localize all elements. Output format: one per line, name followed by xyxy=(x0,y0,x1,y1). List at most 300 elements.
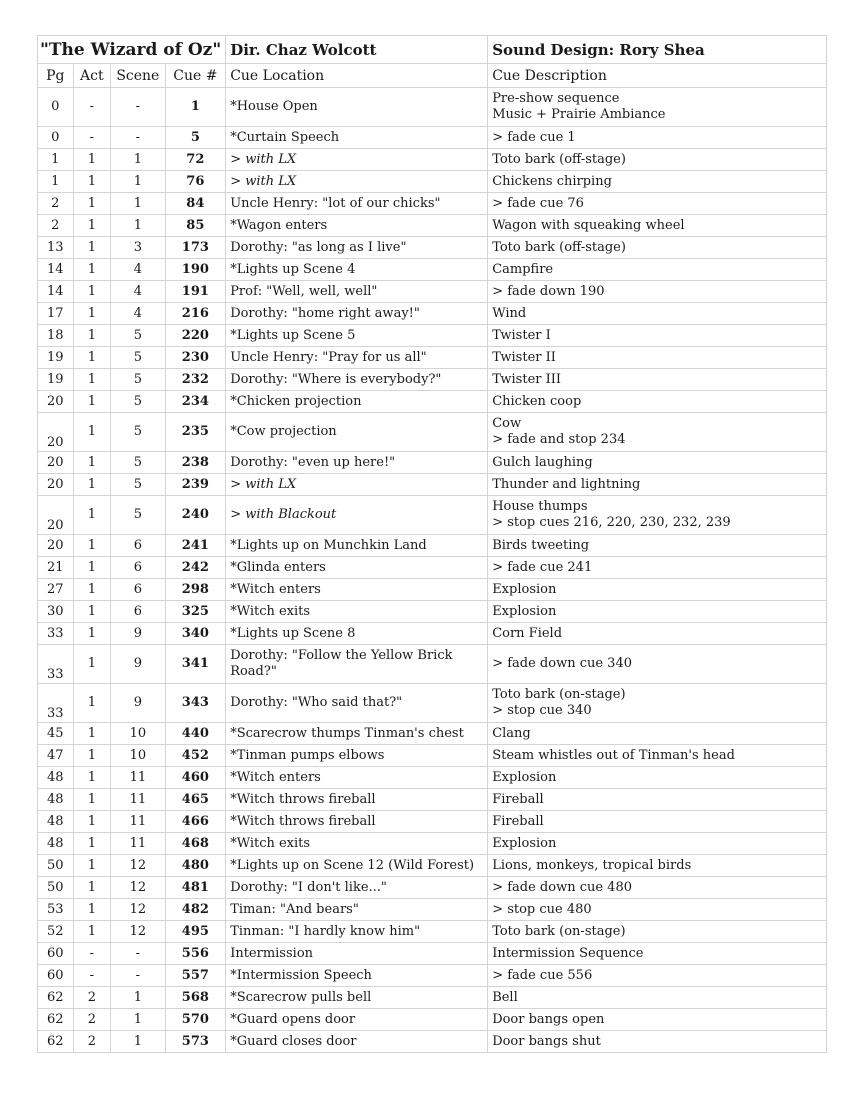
cue-location xyxy=(226,601,488,623)
page-number: 1 xyxy=(38,171,74,193)
cue-number: 343 xyxy=(165,684,226,723)
cue-number: 230 xyxy=(165,347,226,369)
cue-location-text: with LX xyxy=(245,476,297,492)
page-number: 14 xyxy=(38,259,74,281)
act-number: 1 xyxy=(73,811,111,833)
cue-description-line: Explosion xyxy=(492,603,557,619)
cue-location xyxy=(226,149,488,171)
cue-number: 1 xyxy=(165,88,226,127)
cue-row xyxy=(38,281,827,303)
cue-description-line: > stop cue 340 xyxy=(492,703,592,718)
cue-description-line: Explosion xyxy=(492,581,557,597)
cue-row xyxy=(38,1009,827,1031)
scene-number: 9 xyxy=(111,645,165,684)
cue-description xyxy=(488,833,827,855)
cue-description-line: Toto bark (on-stage) xyxy=(492,923,626,939)
cue-description xyxy=(488,215,827,237)
scene-number: 5 xyxy=(111,391,165,413)
scene-number: - xyxy=(111,943,165,965)
cue-location xyxy=(226,259,488,281)
cue-number: 468 xyxy=(165,833,226,855)
cue-location-text: Dorothy: "Where is everybody?" xyxy=(230,371,442,387)
cue-row xyxy=(38,88,827,127)
cue-location xyxy=(226,325,488,347)
column-header-scene: Scene xyxy=(111,64,165,88)
page-number: 30 xyxy=(38,601,74,623)
act-number: 1 xyxy=(73,623,111,645)
page-number: 50 xyxy=(38,855,74,877)
cue-description xyxy=(488,88,827,127)
cue-number: 465 xyxy=(165,789,226,811)
sound-design-credit: Sound Design: Rory Shea xyxy=(488,36,827,64)
cue-row xyxy=(38,149,827,171)
cue-description-line: Twister I xyxy=(492,327,551,343)
cue-location xyxy=(226,943,488,965)
scene-number: 1 xyxy=(111,149,165,171)
scene-number: 3 xyxy=(111,237,165,259)
cue-row xyxy=(38,413,827,452)
cue-row xyxy=(38,237,827,259)
act-number: 1 xyxy=(73,149,111,171)
scene-number: 1 xyxy=(111,1009,165,1031)
cue-description xyxy=(488,684,827,723)
cue-row xyxy=(38,171,827,193)
scene-number: 6 xyxy=(111,557,165,579)
cue-location xyxy=(226,855,488,877)
act-number: 1 xyxy=(73,281,111,303)
act-number: - xyxy=(73,88,111,127)
cue-description-line: Steam whistles out of Tinman's head xyxy=(492,747,735,763)
act-number: - xyxy=(73,127,111,149)
page-number: 0 xyxy=(38,88,74,127)
act-number: 2 xyxy=(73,1009,111,1031)
act-number: 1 xyxy=(73,855,111,877)
scene-number: 6 xyxy=(111,579,165,601)
cue-description-line: Cow xyxy=(492,416,522,431)
cue-location-text: *Witch enters xyxy=(230,769,321,785)
cue-location-text: *Cow projection xyxy=(230,424,337,439)
cue-description xyxy=(488,237,827,259)
cue-description-line: Explosion xyxy=(492,835,557,851)
cue-description xyxy=(488,259,827,281)
cue-number: 481 xyxy=(165,877,226,899)
cue-row xyxy=(38,391,827,413)
act-number: 1 xyxy=(73,921,111,943)
cue-row xyxy=(38,474,827,496)
act-number: 2 xyxy=(73,1031,111,1053)
cue-description xyxy=(488,645,827,684)
page-number: 27 xyxy=(38,579,74,601)
cue-number: 216 xyxy=(165,303,226,325)
cue-number: 238 xyxy=(165,452,226,474)
page-number: 21 xyxy=(38,557,74,579)
cue-description-line: > fade down 190 xyxy=(492,283,605,299)
cue-description xyxy=(488,303,827,325)
page-number: 62 xyxy=(38,987,74,1009)
act-number: 2 xyxy=(73,987,111,1009)
scene-number: 4 xyxy=(111,303,165,325)
cue-description-line: Wagon with squeaking wheel xyxy=(492,217,685,233)
act-number: 1 xyxy=(73,347,111,369)
cue-location-text: Prof: "Well, well, well" xyxy=(230,283,378,299)
cue-description-line: Corn Field xyxy=(492,625,563,641)
page-number: 0 xyxy=(38,127,74,149)
cue-number: 239 xyxy=(165,474,226,496)
cue-location-text: Timan: "And bears" xyxy=(230,901,359,917)
page-number: 17 xyxy=(38,303,74,325)
cue-description xyxy=(488,391,827,413)
cue-location xyxy=(226,391,488,413)
cue-location-text: *Witch throws fireball xyxy=(230,813,376,829)
cue-location-text: with LX xyxy=(245,173,297,189)
cue-location xyxy=(226,281,488,303)
scene-number: 11 xyxy=(111,789,165,811)
cue-location xyxy=(226,474,488,496)
column-header-pg: Pg xyxy=(38,64,74,88)
cue-description xyxy=(488,193,827,215)
scene-number: 5 xyxy=(111,452,165,474)
page-number: 20 xyxy=(38,391,74,413)
cue-description xyxy=(488,723,827,745)
page-number: 60 xyxy=(38,943,74,965)
cue-row xyxy=(38,684,827,723)
act-number: 1 xyxy=(73,259,111,281)
page-number: 19 xyxy=(38,347,74,369)
cue-location xyxy=(226,811,488,833)
page-number: 62 xyxy=(38,1031,74,1053)
cue-description xyxy=(488,1031,827,1053)
cue-description-line: Toto bark (off-stage) xyxy=(492,151,626,167)
page-number: 60 xyxy=(38,965,74,987)
cue-location-text: *Lights up Scene 8 xyxy=(230,625,356,641)
cue-row xyxy=(38,259,827,281)
page-number: 33 xyxy=(38,684,74,723)
cue-location xyxy=(226,723,488,745)
cue-description xyxy=(488,811,827,833)
act-number: 1 xyxy=(73,474,111,496)
page-number: 20 xyxy=(38,496,74,535)
cue-row xyxy=(38,452,827,474)
cue-description-line: Campfire xyxy=(492,261,554,277)
cue-description xyxy=(488,281,827,303)
cue-number: 76 xyxy=(165,171,226,193)
cue-description xyxy=(488,452,827,474)
cue-description-line: Thunder and lightning xyxy=(492,476,641,492)
cue-row xyxy=(38,943,827,965)
scene-number: - xyxy=(111,127,165,149)
cue-location xyxy=(226,921,488,943)
cue-row xyxy=(38,767,827,789)
cue-description-line: Door bangs open xyxy=(492,1011,605,1027)
page-number: 50 xyxy=(38,877,74,899)
cue-row xyxy=(38,623,827,645)
cue-number: 240 xyxy=(165,496,226,535)
cue-description-line: Clang xyxy=(492,725,531,741)
cue-row xyxy=(38,645,827,684)
scene-number: 4 xyxy=(111,281,165,303)
scene-number: 12 xyxy=(111,921,165,943)
cue-location-prefix: > xyxy=(230,476,246,492)
scene-number: 9 xyxy=(111,623,165,645)
cue-location xyxy=(226,215,488,237)
page-number: 53 xyxy=(38,899,74,921)
act-number: 1 xyxy=(73,557,111,579)
cue-number: 568 xyxy=(165,987,226,1009)
cue-number: 495 xyxy=(165,921,226,943)
cue-location-text: Intermission xyxy=(230,945,314,961)
cue-location-text: Dorothy: "as long as I live" xyxy=(230,239,407,255)
column-header-cue: Cue # xyxy=(165,64,226,88)
cue-row xyxy=(38,535,827,557)
cue-number: 232 xyxy=(165,369,226,391)
cue-description xyxy=(488,921,827,943)
page-number: 14 xyxy=(38,281,74,303)
cue-number: 466 xyxy=(165,811,226,833)
title-row xyxy=(38,36,827,64)
cue-description xyxy=(488,899,827,921)
act-number: 1 xyxy=(73,684,111,723)
column-header-cue-description: Cue Description xyxy=(488,64,827,88)
cue-row xyxy=(38,127,827,149)
cue-location xyxy=(226,1009,488,1031)
cue-location xyxy=(226,833,488,855)
cue-row xyxy=(38,496,827,535)
scene-number: 5 xyxy=(111,369,165,391)
cue-description xyxy=(488,789,827,811)
cue-number: 556 xyxy=(165,943,226,965)
cue-number: 242 xyxy=(165,557,226,579)
act-number: 1 xyxy=(73,496,111,535)
cue-location xyxy=(226,171,488,193)
cue-location xyxy=(226,987,488,1009)
act-number: 1 xyxy=(73,767,111,789)
cue-number: 340 xyxy=(165,623,226,645)
cue-location xyxy=(226,193,488,215)
scene-number: 11 xyxy=(111,767,165,789)
cue-description-line: Fireball xyxy=(492,791,544,807)
act-number: 1 xyxy=(73,413,111,452)
cue-location-text: *Wagon enters xyxy=(230,217,328,233)
cue-location-text: *Witch exits xyxy=(230,835,311,851)
cue-location xyxy=(226,684,488,723)
scene-number: 1 xyxy=(111,987,165,1009)
cue-location-text: Dorothy: "Who said that?" xyxy=(230,695,403,710)
scene-number: 5 xyxy=(111,413,165,452)
cue-row xyxy=(38,987,827,1009)
cue-location-prefix: > xyxy=(230,151,246,167)
cue-number: 573 xyxy=(165,1031,226,1053)
cue-number: 557 xyxy=(165,965,226,987)
cue-location-text: Tinman: "I hardly know him" xyxy=(230,923,421,939)
cue-number: 482 xyxy=(165,899,226,921)
page-number: 33 xyxy=(38,645,74,684)
cue-description-line: House thumps xyxy=(492,499,588,514)
page-number: 2 xyxy=(38,193,74,215)
page-number: 20 xyxy=(38,413,74,452)
cue-number: 173 xyxy=(165,237,226,259)
cue-description xyxy=(488,987,827,1009)
scene-number: 1 xyxy=(111,215,165,237)
cue-row xyxy=(38,347,827,369)
page-number: 18 xyxy=(38,325,74,347)
cue-location-text: *Scarecrow thumps Tinman's chest xyxy=(230,725,464,741)
cue-location xyxy=(226,965,488,987)
cue-description-line: > fade down cue 340 xyxy=(492,656,632,671)
cue-description xyxy=(488,413,827,452)
cue-description-line: Toto bark (on-stage) xyxy=(492,687,626,702)
cue-location xyxy=(226,645,488,684)
page-number: 62 xyxy=(38,1009,74,1031)
act-number: 1 xyxy=(73,789,111,811)
cue-number: 190 xyxy=(165,259,226,281)
cue-row xyxy=(38,1031,827,1053)
cue-location-text: Dorothy: "home right away!" xyxy=(230,305,420,321)
cue-description-line: > fade cue 76 xyxy=(492,195,584,211)
scene-number: 5 xyxy=(111,325,165,347)
act-number: 1 xyxy=(73,723,111,745)
cue-description xyxy=(488,347,827,369)
column-header-act: Act xyxy=(73,64,111,88)
cue-number: 191 xyxy=(165,281,226,303)
cue-location-prefix: > xyxy=(230,507,246,522)
cue-row xyxy=(38,833,827,855)
scene-number: - xyxy=(111,88,165,127)
show-title: "The Wizard of Oz" xyxy=(38,36,226,64)
cue-description-line: Intermission Sequence xyxy=(492,945,644,961)
act-number: 1 xyxy=(73,645,111,684)
cue-location-text: *Lights up Scene 4 xyxy=(230,261,356,277)
cue-location-text: Dorothy: "Follow the Yellow Brick Road?" xyxy=(230,648,453,679)
cue-location-text: with LX xyxy=(245,151,297,167)
scene-number: - xyxy=(111,965,165,987)
cue-location xyxy=(226,347,488,369)
cue-number: 440 xyxy=(165,723,226,745)
cue-description xyxy=(488,877,827,899)
cue-number: 570 xyxy=(165,1009,226,1031)
act-number: 1 xyxy=(73,325,111,347)
cue-row xyxy=(38,579,827,601)
cue-description xyxy=(488,474,827,496)
act-number: 1 xyxy=(73,601,111,623)
cue-number: 5 xyxy=(165,127,226,149)
cue-row xyxy=(38,789,827,811)
cue-location xyxy=(226,789,488,811)
cue-location xyxy=(226,579,488,601)
act-number: 1 xyxy=(73,745,111,767)
scene-number: 10 xyxy=(111,723,165,745)
cue-number: 452 xyxy=(165,745,226,767)
cue-number: 341 xyxy=(165,645,226,684)
cue-location-text: *Guard opens door xyxy=(230,1011,356,1027)
cue-location-text: Dorothy: "I don't like..." xyxy=(230,879,387,895)
cue-description-line: > fade cue 241 xyxy=(492,559,593,575)
cue-location-text: *Guard closes door xyxy=(230,1033,357,1049)
page-number: 33 xyxy=(38,623,74,645)
cue-location xyxy=(226,452,488,474)
cue-description xyxy=(488,325,827,347)
act-number: 1 xyxy=(73,391,111,413)
scene-number: 11 xyxy=(111,833,165,855)
cue-description xyxy=(488,623,827,645)
act-number: 1 xyxy=(73,877,111,899)
cue-row xyxy=(38,193,827,215)
cue-description-line: > fade and stop 234 xyxy=(492,432,626,447)
cue-location xyxy=(226,767,488,789)
page-number: 2 xyxy=(38,215,74,237)
cue-sheet-table xyxy=(37,35,827,1053)
cue-description xyxy=(488,745,827,767)
page-number: 48 xyxy=(38,811,74,833)
page-number: 48 xyxy=(38,789,74,811)
cue-row xyxy=(38,215,827,237)
cue-location xyxy=(226,127,488,149)
cue-description-line: > fade cue 1 xyxy=(492,129,576,145)
scene-number: 12 xyxy=(111,877,165,899)
scene-number: 5 xyxy=(111,496,165,535)
scene-number: 5 xyxy=(111,474,165,496)
scene-number: 10 xyxy=(111,745,165,767)
cue-location-prefix: > xyxy=(230,173,246,189)
cue-number: 72 xyxy=(165,149,226,171)
cue-location-text: *Witch exits xyxy=(230,603,311,619)
cue-description xyxy=(488,171,827,193)
cue-description-line: Wind xyxy=(492,305,527,321)
cue-location-text: *House Open xyxy=(230,99,318,114)
page-number: 20 xyxy=(38,474,74,496)
cue-description-line: Chickens chirping xyxy=(492,173,612,189)
cue-description xyxy=(488,1009,827,1031)
cue-description-line: > stop cue 480 xyxy=(492,901,592,917)
cue-description xyxy=(488,369,827,391)
cue-location xyxy=(226,88,488,127)
cue-row xyxy=(38,369,827,391)
cue-location-text: *Witch throws fireball xyxy=(230,791,376,807)
cue-description xyxy=(488,767,827,789)
scene-number: 9 xyxy=(111,684,165,723)
cue-description xyxy=(488,496,827,535)
cue-location xyxy=(226,303,488,325)
cue-description-line: Explosion xyxy=(492,769,557,785)
cue-description-line: Twister II xyxy=(492,349,556,365)
cue-location xyxy=(226,535,488,557)
cue-location-text: *Scarecrow pulls bell xyxy=(230,989,372,1005)
cue-description xyxy=(488,855,827,877)
cue-location-text: Uncle Henry: "lot of our chicks" xyxy=(230,195,441,211)
act-number: 1 xyxy=(73,215,111,237)
cue-location-text: *Lights up Scene 5 xyxy=(230,327,356,343)
cue-description xyxy=(488,943,827,965)
page-number: 52 xyxy=(38,921,74,943)
page-number: 47 xyxy=(38,745,74,767)
cue-description-line: Music + Prairie Ambiance xyxy=(492,107,666,122)
director-credit: Dir. Chaz Wolcott xyxy=(226,36,488,64)
page-number: 45 xyxy=(38,723,74,745)
cue-description-line: Bell xyxy=(492,989,518,1005)
cue-description xyxy=(488,601,827,623)
cue-description-line: Toto bark (off-stage) xyxy=(492,239,626,255)
cue-number: 241 xyxy=(165,535,226,557)
cue-row xyxy=(38,723,827,745)
page-number: 20 xyxy=(38,535,74,557)
scene-number: 11 xyxy=(111,811,165,833)
scene-number: 5 xyxy=(111,347,165,369)
cue-location-text: Dorothy: "even up here!" xyxy=(230,454,396,470)
scene-number: 1 xyxy=(111,1031,165,1053)
cue-description-line: Twister III xyxy=(492,371,562,387)
act-number: 1 xyxy=(73,303,111,325)
cue-location xyxy=(226,1031,488,1053)
page-number: 20 xyxy=(38,452,74,474)
